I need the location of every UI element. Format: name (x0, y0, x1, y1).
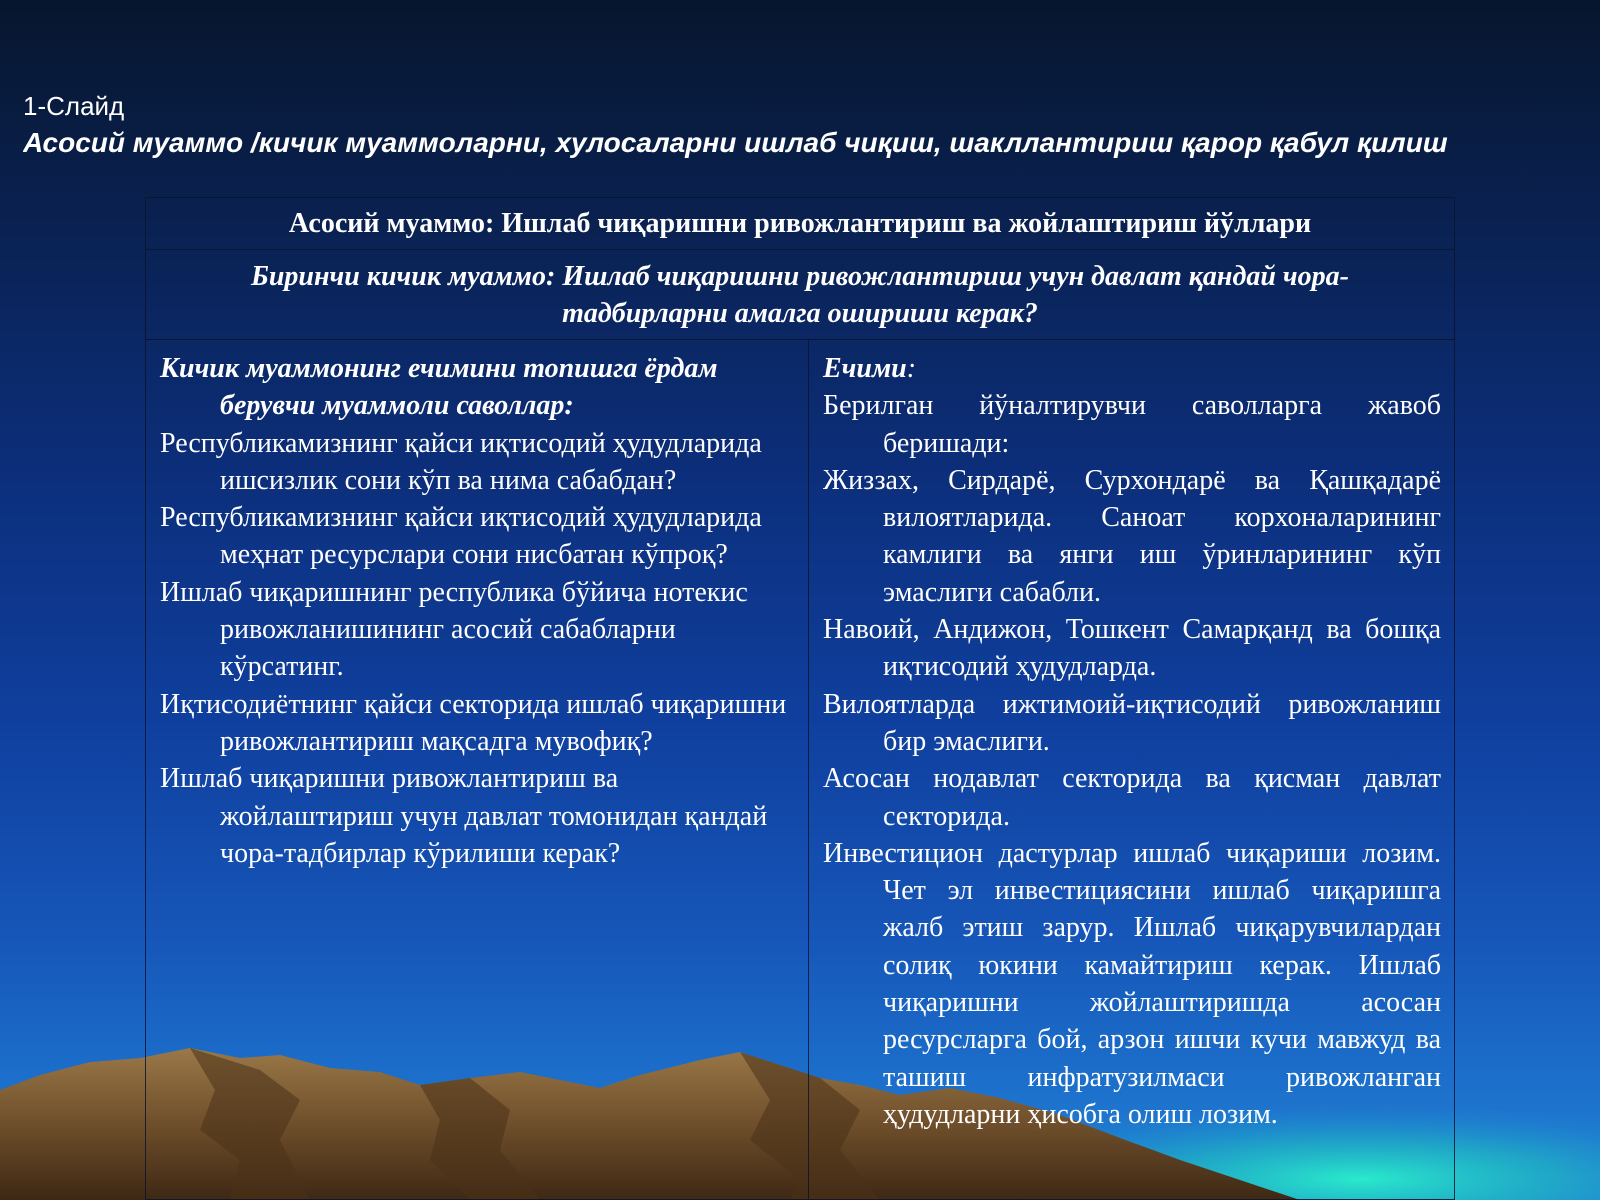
answers-column (823, 350, 1441, 1133)
answer-item: Инвестицион дастурлар ишлаб чиқариши лозим. Чет эл инвестициясини ишлаб чиқаришга жалб этиш зарур. Ишлаб чиқарувчилардан солиқ юкини камайтириш керак. Ишлаб чиқаришни жойлаштиришда асосан ресурсларга бой, арзон ишчи кучи мавжуд ва ташиш инфратузилмаси ривожланган ҳудудларни ҳисобга олиш лозим. (823, 837, 1441, 1130)
slide-heading: Асосий муаммо /кичик муаммоларни, хулосаларни ишлаб чиқиш, шакллантириш қарор қабул қилиш (23, 127, 1448, 158)
main-problem-row (146, 198, 1454, 250)
questions-heading: Кичик муаммонинг ечимини топишга ёрдам берувчи муаммоли саволлар: (160, 353, 718, 422)
question-item: Республикамизнинг қайси иқтисодий ҳудудларида ишсизлик сони кўп ва нима сабабдан? (160, 427, 762, 496)
answer-item: Асосан нодавлат секторида ва қисман давлат секторида. (823, 763, 1441, 832)
main-problem-text: Асосий муаммо: Ишлаб чиқаришни ривожлантириш ва жойлаштириш йўллари (288, 207, 1312, 239)
answers-heading-colon: : (906, 353, 917, 384)
question-item: Республикамизнинг қайси иқтисодий ҳудудларида меҳнат ресурслари сони нисбатан кўпроқ? (160, 502, 762, 571)
sub-problem-row (146, 250, 1454, 340)
problem-table (145, 197, 1455, 1200)
questions-column (160, 350, 790, 872)
answer-item: Жиззах, Сирдарё, Сурхондарё ва Қашқадарё вилоятларида. Саноат корхоналарининг камлиги ва янги иш ўринларининг кўп эмаслиги сабабли. (823, 464, 1441, 608)
answers-heading: Ечими (823, 353, 907, 384)
column-divider (808, 340, 809, 1199)
question-item: Ишлаб чиқаришни ривожлантириш ва жойлаштириш учун давлат томонидан қандай чора-тадбирлар кўрилиши керак? (160, 763, 768, 869)
answer-item: Берилган йўналтирувчи саволларга жавоб беришади: (823, 390, 1441, 459)
question-item: Иқтисодиётнинг қайси секторида ишлаб чиқаришни ривожлантириш мақсадга мувофиқ? (160, 688, 787, 757)
question-item: Ишлаб чиқаришнинг республика бўйича нотекис ривожланишининг асосий сабабларни кўрсатинг. (160, 576, 748, 683)
sub-problem-text: Биринчи кичик муаммо: Ишлаб чиқаришни ривожлантириш учун давлат қандай чора-тадбирларни амалга ошириши керак? (251, 260, 1349, 329)
answer-item: Навоий, Андижон, Тошкент Самарқанд ва бошқа иқтисодий ҳудудларда. (823, 614, 1441, 683)
answers-heading-line (823, 350, 1441, 387)
slide-header (23, 88, 1600, 162)
answer-item: Вилоятларда ижтимоий-иқтисодий ривожланиш бир эмаслиги. (823, 688, 1441, 757)
slide-number: 1-Слайд (23, 91, 125, 121)
